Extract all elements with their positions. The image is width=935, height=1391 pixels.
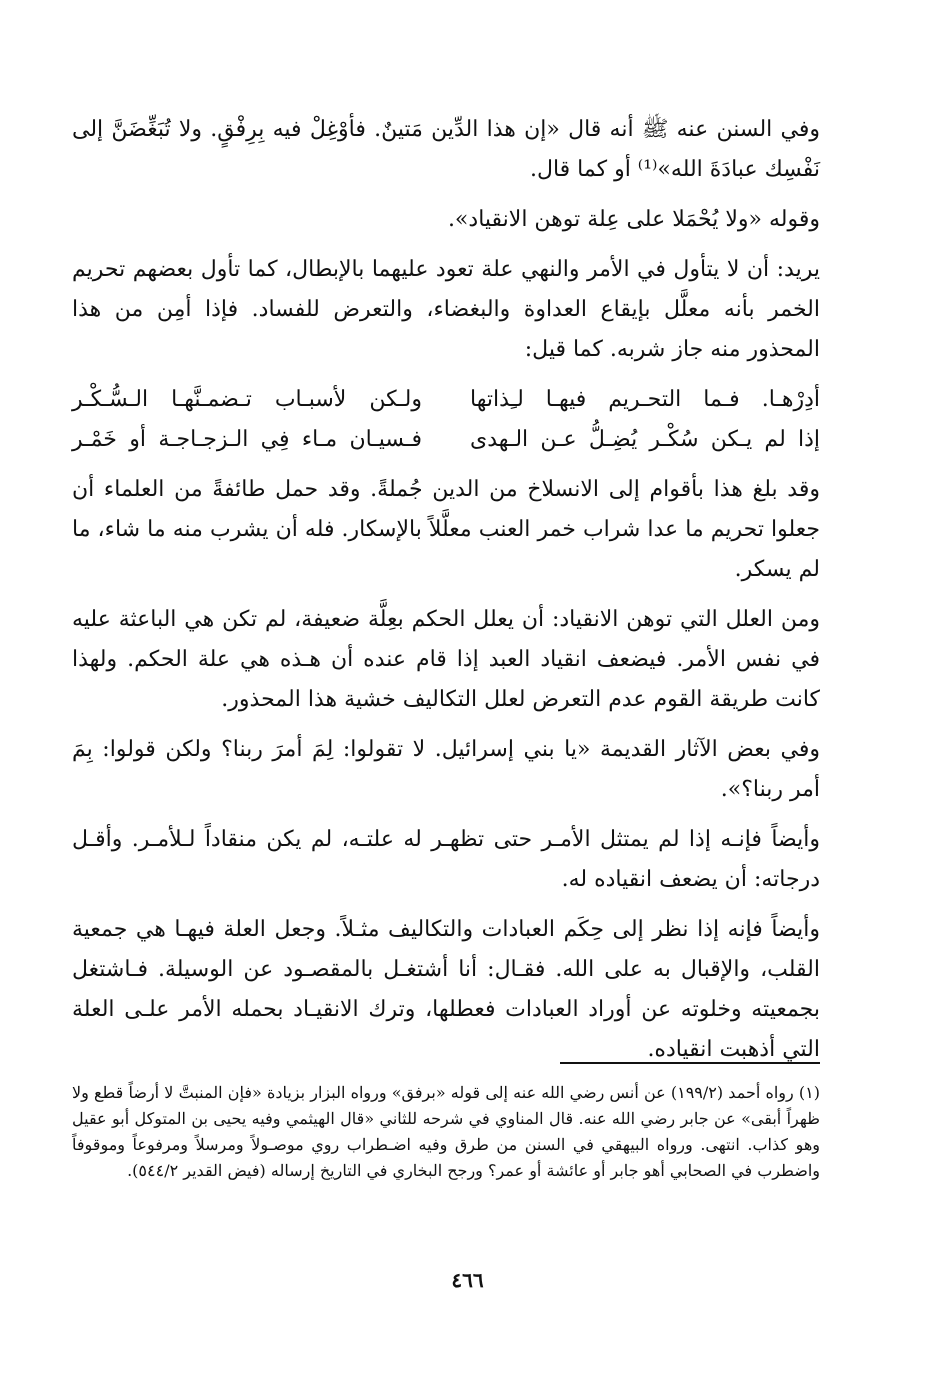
- verse-line-2-second-hemistich: فـسيـان مـاء فِي الـزجـاجـة أو خَمْـر: [72, 427, 422, 452]
- verse-line-1-second-hemistich: ولـكن لأسبـاب تـضمـنَّهـا الـسُّـكْـر: [72, 387, 422, 412]
- paragraph-8: وأيضاً فإنه إذا نظر إلى حِكَم العبادات والتكاليف مثـلاً. وجعل العلة فيهـا هي جمعية القلب، والإقبال به على الله. فقـال: أنا أشتغـل بالمقصـود عن الوسيلة. فـاشتغل بجمعيته وخلوته عن أوراد العبادات فعطلها، وترك الانقيـاد بحمله الأمر علـى العلة التي أذهبت انقياده.: [72, 917, 820, 1062]
- poem-verse: [72, 380, 820, 460]
- footnote-divider: [560, 1062, 820, 1064]
- footnote-1: (١) رواه أحمد (١٩٩/٢) عن أنس رضي الله عنه إلى قوله «برفق» ورواه البزار بزيادة «فإن المنبتَّ لا أرضاً قطع ولا ظهراً أبقى» عن جابر رضي الله عنه. قال المناوي في شرحه للثاني «قال الهيثمي وفيه يحيى بن المتوكل أبو عقيل وهو كذاب. انتهى. ورواه البيهقي في السنن من طرق وفيه اضـطراب روي موصـولاً ومرسلاً ومرفوعاً وموقوفاً واضطرب في الصحابي أهو جابر أو عائشة أو عمر؟ ورجح البخاري في التاريخ إرساله (فيض القدير ٥٤٤/٢).: [72, 1083, 820, 1180]
- page-number: ٤٦٦: [451, 1268, 484, 1292]
- paragraph-3: يريد: أن لا يتأول في الأمر والنهي علة تعود عليهما بالإبطال، كما تأول بعضهم تحريم الخمر بأنه معلَّل بإيقاع العداوة والبغضاء، والتعرض للفساد. فإذا أمِن من هذا المحذور منه جاز شربه. كما قيل:: [72, 257, 820, 362]
- paragraph-7: وأيضاً فإنـه إذا لم يمتثل الأمـر حتى تظهـر له علتـه، لم يكن منقاداً لـلأمـر. وأقـل درجاته: أن يضعف انقياده له.: [72, 827, 820, 892]
- paragraph-1: وفي السنن عنه ﷺ أنه قال «إن هذا الدِّين مَتينٌ. فأوْغِلْ فيه بِرِفْقٍ. ولا تُبَغِّضَنَّ إلى نَفْسِك عبادَةَ الله»⁽¹⁾ أو كما قال.: [72, 117, 820, 182]
- main-text: [72, 110, 820, 1080]
- footnotes: [72, 1080, 820, 1184]
- verse-line-2-first-hemistich: إذا لم يـكن سُكْـر يُضِـلُّ عـن الـهدى: [470, 427, 820, 452]
- paragraph-5: ومن العلل التي توهن الانقياد: أن يعلل الحكم بعِلَّة ضعيفة، لم تكن هي الباعثة عليه في نفس الأمر. فيضعف انقياد العبد إذا قام عنده أن هـذه هي علة الحكم. ولهذا كانت طريقة القوم عدم التعرض لعلل التكاليف خشية هذا المحذور.: [72, 607, 820, 712]
- verse-line-1-first-hemistich: أدِرْهـا. فـما التحـريم فيهـا لـِذاتها: [470, 387, 820, 412]
- paragraph-2: وقوله «ولا يُحْمَلا على عِلة توهن الانقياد».: [447, 207, 820, 232]
- paragraph-4: وقد بلغ هذا بأقوام إلى الانسلاخ من الدين جُملةً. وقد حمل طائفةً من العلماء أن جعلوا تحريم ما عدا شراب خمر العنب معلَّلاً بالإسكار. فله أن يشرب منه ما شاء، ما لم يسكر.: [72, 477, 820, 582]
- paragraph-6: وفي بعض الآثار القديمة «يا بني إسرائيل. لا تقولوا: لِمَ أمرَ ربنا؟ ولكن قولوا: بِمَ أمر ربنا؟».: [72, 737, 820, 802]
